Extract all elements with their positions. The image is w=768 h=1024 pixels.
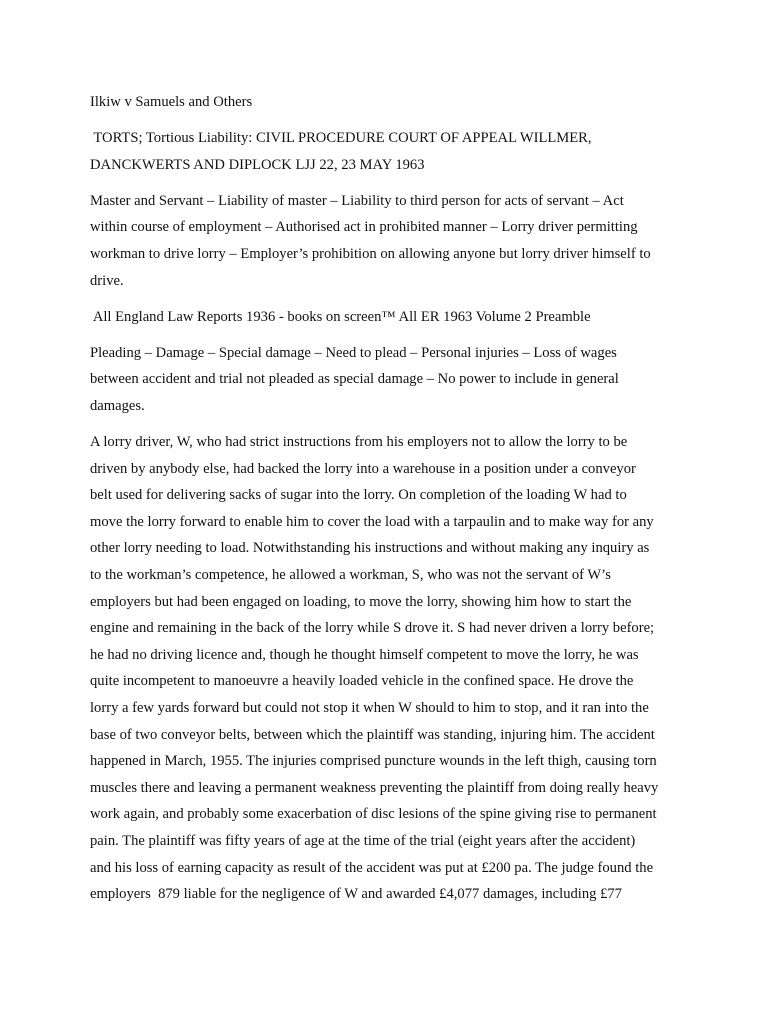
text-line: workman to drive lorry – Employer’s prohibition on allowing anyone but lorry driver himself to <box>90 245 651 262</box>
document-body <box>90 89 676 917</box>
text-line: Master and Servant – Liability of master – Liability to third person for acts of servant – Act <box>90 192 624 209</box>
text-line: happened in March, 1955. The injuries comprised puncture wounds in the left thigh, causing torn <box>90 753 657 770</box>
text-line: he had no driving licence and, though he thought himself competent to move the lorry, he was <box>90 646 639 663</box>
text-line: driven by anybody else, had backed the lorry into a warehouse in a position under a conveyor <box>90 460 636 477</box>
paragraph-headnote-master-servant <box>90 188 676 294</box>
text-line: move the lorry forward to enable him to cover the load with a tarpaulin and to make way for any <box>90 513 654 530</box>
paragraph-court-heading <box>90 125 676 178</box>
text-line: within course of employment – Authorised act in prohibited manner – Lorry driver permitting <box>90 219 638 236</box>
text-line: and his loss of earning capacity as result of the accident was put at £200 pa. The judge found the <box>90 859 654 876</box>
text-line: to the workman’s competence, he allowed a workman, S, who was not the servant of W’s <box>90 567 611 583</box>
text-line: muscles there and leaving a permanent weakness preventing the plaintiff from doing really heavy <box>90 779 659 796</box>
text-line: Pleading – Damage – Special damage – Need to plead – Personal injuries – Loss of wages <box>90 344 617 361</box>
paragraph-case-title <box>90 89 676 116</box>
text-line: belt used for delivering sacks of sugar into the lorry. On completion of the loading W had to <box>90 487 627 504</box>
text-line: A lorry driver, W, who had strict instructions from his employers not to allow the lorry to be <box>90 434 628 451</box>
text-line: quite incompetent to manoeuvre a heavily loaded vehicle in the confined space. He drove the <box>90 673 634 690</box>
text-line: engine and remaining in the back of the lorry while S drove it. S had never driven a lorry before; <box>90 620 655 637</box>
text-line: between accident and trial not pleaded as special damage – No power to include in general <box>90 371 619 388</box>
paragraph-facts <box>90 429 676 908</box>
text-line: employers but had been engaged on loading, to move the lorry, showing him how to start the <box>90 593 632 610</box>
text-line: work again, and probably some exacerbation of disc lesions of the spine giving rise to permanent <box>90 806 657 823</box>
text-line: lorry a few yards forward but could not stop it when W should to him to stop, and it ran into the <box>90 699 649 716</box>
text-line: drive. <box>90 272 124 289</box>
text-line: damages. <box>90 397 145 414</box>
text-line: pain. The plaintiff was fifty years of age at the time of the trial (eight years after the accident) <box>90 832 636 849</box>
text-line: employers 879 liable for the negligence of W and awarded £4,077 damages, including £77 <box>90 886 622 903</box>
text-line: Ilkiw v Samuels and Others <box>90 94 253 110</box>
text-line: other lorry needing to load. Notwithstanding his instructions and without making any inquiry as <box>90 540 650 557</box>
paragraph-report-source <box>90 304 676 331</box>
text-line: All England Law Reports 1936 - books on screen™ All ER 1963 Volume 2 Preamble <box>90 308 591 325</box>
text-line: DANCKWERTS AND DIPLOCK LJJ 22, 23 MAY 1963 <box>90 156 425 173</box>
text-line: base of two conveyor belts, between which the plaintiff was standing, injuring him. The accident <box>90 726 655 743</box>
paragraph-headnote-pleading <box>90 340 676 420</box>
text-line: TORTS; Tortious Liability: CIVIL PROCEDURE COURT OF APPEAL WILLMER, <box>90 130 592 147</box>
